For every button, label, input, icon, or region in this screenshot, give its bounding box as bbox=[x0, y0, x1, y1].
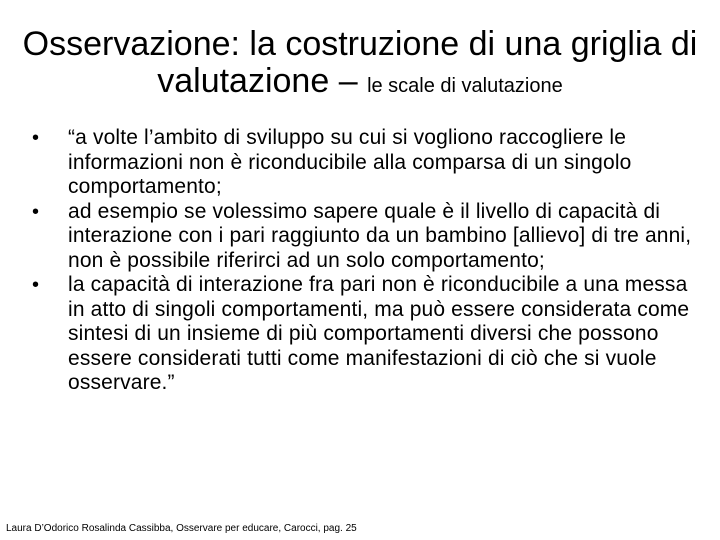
bullet-dot-icon: • bbox=[32, 274, 40, 296]
title-subtitle: le scale di valutazione bbox=[367, 75, 563, 97]
bullet-text: ad esempio se volessimo sapere quale è il livello di capacità di interazione con i pari raggiunto da un bambino [allievo] di tre anni, non è possibile riferirci ad un solo comportamento; bbox=[68, 199, 692, 272]
bullet-dot-icon: • bbox=[32, 200, 40, 223]
title-main: Osservazione: la costruzione di una griglia di valutazione – bbox=[22, 25, 698, 100]
bullet-text: “a volte l’ambito di sviluppo su cui si vogliono raccogliere le informazioni non è riconducibile alla comparsa di un singolo comportamento; bbox=[68, 126, 632, 198]
slide-title bbox=[20, 26, 700, 105]
footer-citation: Laura D’Odorico Rosalinda Cassibba, Osservare per educare, Carocci, pag. 25 bbox=[6, 523, 357, 534]
bullet-dot-icon: • bbox=[32, 127, 40, 149]
bullet-text: la capacità di interazione fra pari non è riconducibile a una messa in atto di singoli comportamenti, ma può essere considerata come sintesi di un insieme di più comportamenti diversi che possono essere considerati tutti come manifestazioni di ciò che si vuole osservare.” bbox=[68, 273, 690, 394]
bullet-list bbox=[32, 126, 692, 396]
bullet-item bbox=[32, 273, 692, 396]
bullet-item bbox=[32, 200, 692, 274]
bullet-item bbox=[32, 126, 692, 200]
